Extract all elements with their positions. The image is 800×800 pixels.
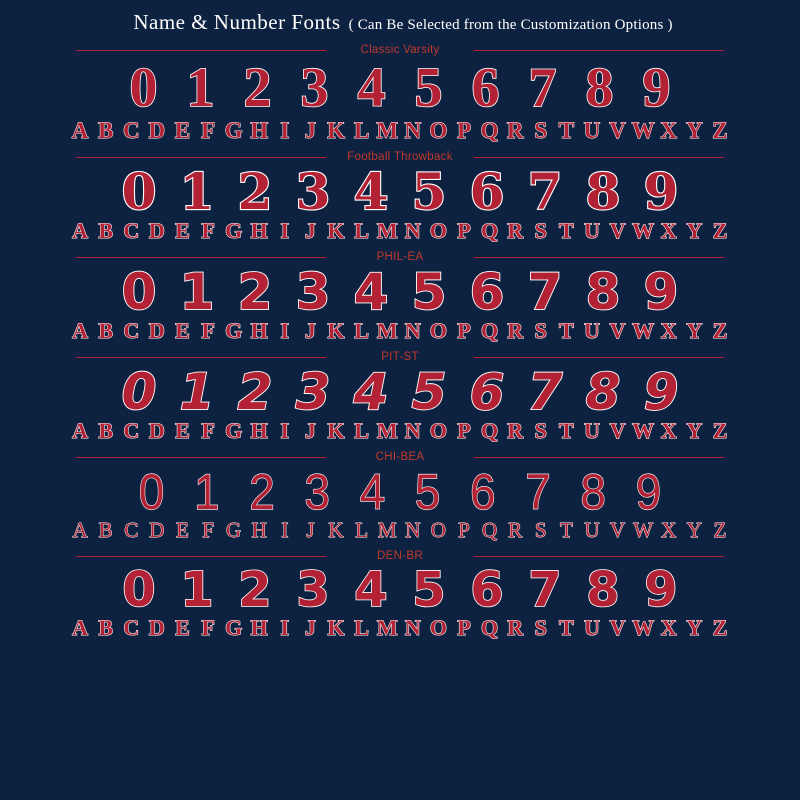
font-block-list xyxy=(0,41,800,639)
glyph-number: 1 xyxy=(194,464,220,520)
glyph-letter: Z xyxy=(712,318,728,343)
glyph-letter: R xyxy=(506,118,524,143)
glyph-letter: K xyxy=(327,218,345,243)
glyph-letter: N xyxy=(405,518,421,542)
glyph-number: 6 xyxy=(469,162,505,221)
glyph-number: 9 xyxy=(643,162,679,221)
glyph-letter: H xyxy=(250,118,269,143)
glyph-letter: T xyxy=(559,218,574,243)
glyph-letter: K xyxy=(327,118,345,143)
glyph-letter: N xyxy=(404,318,421,343)
glyph-number: 5 xyxy=(411,363,447,421)
divider-left xyxy=(76,556,326,557)
glyph-letter: Q xyxy=(481,615,499,640)
glyph-letter: A xyxy=(71,118,89,143)
glyph-number: 4 xyxy=(354,562,388,618)
glyph-letter: J xyxy=(306,518,315,542)
number-sample-row xyxy=(45,464,755,520)
glyph-letter: B xyxy=(98,615,114,640)
glyph-letter: G xyxy=(225,318,243,343)
glyph-number: 5 xyxy=(414,57,443,119)
glyph-letter: D xyxy=(148,218,165,243)
glyph-letter: X xyxy=(660,418,677,443)
glyph-letter: I xyxy=(280,418,290,443)
glyph-letter: A xyxy=(72,218,89,243)
glyph-letter: B xyxy=(98,418,114,443)
glyph-letter: Q xyxy=(481,318,499,343)
glyph-letter: I xyxy=(280,218,290,243)
glyph-letter: N xyxy=(404,418,421,443)
glyph-letter: V xyxy=(609,518,626,542)
glyph-letter: Y xyxy=(686,615,703,640)
glyph-letter: D xyxy=(148,615,165,640)
glyph-letter: X xyxy=(660,118,678,143)
number-sample-row xyxy=(14,562,786,618)
glyph-letter: A xyxy=(72,318,89,343)
glyph-letter: K xyxy=(328,518,344,542)
glyph-letter: B xyxy=(98,318,114,343)
letter-sample-row xyxy=(14,220,786,242)
glyph-letter: U xyxy=(583,118,601,143)
glyph-letter: S xyxy=(534,418,547,443)
glyph-letter: O xyxy=(429,615,447,640)
glyph-number: 3 xyxy=(304,464,330,520)
glyph-number: 2 xyxy=(238,562,272,618)
number-sample-row xyxy=(14,162,786,221)
glyph-letter: S xyxy=(534,118,548,143)
glyph-letter: U xyxy=(584,418,600,443)
glyph-letter: M xyxy=(377,518,397,542)
glyph-letter: M xyxy=(376,118,399,143)
glyph-letter: W xyxy=(633,518,654,542)
glyph-letter: Q xyxy=(481,218,499,243)
glyph-number: 7 xyxy=(527,363,563,421)
glyph-number: 2 xyxy=(243,57,272,119)
glyph-letter: K xyxy=(327,615,345,640)
glyph-number: 9 xyxy=(643,363,679,421)
glyph-letter: S xyxy=(534,615,547,640)
glyph-number: 6 xyxy=(469,363,505,421)
glyph-letter: L xyxy=(354,318,369,343)
glyph-letter: D xyxy=(148,418,165,443)
font-block-football-throwback[interactable] xyxy=(0,148,800,242)
glyph-letter: Z xyxy=(712,418,728,443)
glyph-letter: O xyxy=(429,218,447,243)
glyph-letter: C xyxy=(122,118,140,143)
glyph-letter: F xyxy=(201,615,215,640)
glyph-letter: M xyxy=(376,318,398,343)
glyph-number: 9 xyxy=(635,464,662,520)
glyph-letter: O xyxy=(429,318,447,343)
glyph-letter: Y xyxy=(686,518,702,542)
glyph-letter: A xyxy=(72,418,89,443)
glyph-number: 7 xyxy=(527,263,563,321)
glyph-letter: I xyxy=(280,118,290,143)
glyph-letter: Q xyxy=(481,518,498,542)
divider-right xyxy=(474,257,724,258)
glyph-letter: L xyxy=(353,118,370,143)
glyph-number: 4 xyxy=(353,162,389,221)
glyph-letter: J xyxy=(304,418,316,443)
glyph-letter: F xyxy=(202,518,214,542)
font-block-label-row xyxy=(14,348,786,365)
glyph-letter: T xyxy=(558,118,575,143)
glyph-number: 5 xyxy=(414,464,441,520)
glyph-letter: C xyxy=(123,615,140,640)
divider-left xyxy=(76,50,326,51)
glyph-letter: M xyxy=(376,615,398,640)
glyph-number: 7 xyxy=(528,57,557,119)
number-sample-row xyxy=(14,57,786,119)
glyph-number: 8 xyxy=(585,263,621,321)
glyph-number: 1 xyxy=(186,57,215,119)
glyph-letter: B xyxy=(98,118,114,143)
divider-right xyxy=(474,457,724,458)
glyph-number: 3 xyxy=(295,363,331,421)
glyph-number: 0 xyxy=(121,263,157,321)
glyph-letter: X xyxy=(660,318,677,343)
glyph-letter: A xyxy=(72,518,88,542)
glyph-letter: O xyxy=(429,118,448,143)
glyph-letter: X xyxy=(661,518,677,542)
glyph-number: 7 xyxy=(525,464,551,520)
glyph-letter: S xyxy=(534,218,547,243)
glyph-letter: P xyxy=(457,318,471,343)
divider-right xyxy=(474,157,724,158)
glyph-number: 9 xyxy=(644,562,678,618)
font-block-chi-bea[interactable] xyxy=(0,448,800,541)
font-block-label-row xyxy=(14,448,786,465)
glyph-letter: J xyxy=(304,318,316,343)
glyph-letter: C xyxy=(123,318,140,343)
font-block-label-row xyxy=(14,41,786,58)
glyph-number: 6 xyxy=(470,464,496,520)
glyph-letter: P xyxy=(457,615,471,640)
glyph-letter: C xyxy=(124,518,139,542)
glyph-letter: E xyxy=(174,118,191,143)
glyph-letter: L xyxy=(354,615,369,640)
glyph-letter: X xyxy=(660,615,677,640)
glyph-letter: Y xyxy=(686,118,703,143)
glyph-letter: F xyxy=(201,318,215,343)
glyph-letter: V xyxy=(609,218,626,243)
glyph-letter: R xyxy=(508,518,523,542)
glyph-letter: D xyxy=(149,518,165,542)
glyph-letter: O xyxy=(429,418,447,443)
glyph-letter: G xyxy=(226,518,242,542)
glyph-letter: H xyxy=(250,318,268,343)
glyph-letter: P xyxy=(457,218,471,243)
glyph-number: 6 xyxy=(469,263,505,321)
glyph-letter: M xyxy=(376,418,398,443)
glyph-letter: D xyxy=(148,118,166,143)
glyph-letter: L xyxy=(354,418,369,443)
glyph-number: 2 xyxy=(237,363,273,421)
glyph-number: 2 xyxy=(237,162,273,221)
glyph-number: 1 xyxy=(180,562,214,618)
glyph-letter: E xyxy=(176,518,189,542)
letter-sample-row xyxy=(14,420,786,442)
glyph-number: 6 xyxy=(470,562,504,618)
glyph-letter: I xyxy=(280,615,290,640)
glyph-letter: B xyxy=(98,518,113,542)
glyph-number: 9 xyxy=(642,57,671,119)
glyph-letter: N xyxy=(404,218,421,243)
glyph-number: 5 xyxy=(411,162,447,221)
glyph-letter: Y xyxy=(686,218,703,243)
font-block-den-br[interactable] xyxy=(0,547,800,639)
page-title: Name & Number Fonts xyxy=(133,10,341,34)
glyph-letter: Q xyxy=(480,118,499,143)
glyph-number: 4 xyxy=(359,464,386,520)
divider-right xyxy=(474,357,724,358)
glyph-letter: P xyxy=(457,418,471,443)
divider-left xyxy=(76,257,326,258)
glyph-letter: C xyxy=(123,218,140,243)
glyph-letter: P xyxy=(458,518,470,542)
glyph-letter: O xyxy=(430,518,446,542)
glyph-number: 5 xyxy=(412,562,446,618)
glyph-number: 1 xyxy=(179,162,215,221)
page-subtitle: ( Can Be Selected from the Customization Options ) xyxy=(348,17,673,33)
glyph-letter: G xyxy=(225,218,243,243)
glyph-number: 0 xyxy=(138,464,165,520)
letter-sample-row xyxy=(14,320,786,342)
divider-left xyxy=(76,157,326,158)
glyph-letter: Y xyxy=(686,318,703,343)
number-sample-row xyxy=(14,363,786,421)
glyph-letter: F xyxy=(201,118,216,143)
glyph-letter: W xyxy=(631,118,655,143)
glyph-letter: Z xyxy=(712,615,728,640)
glyph-letter: K xyxy=(327,318,345,343)
glyph-letter: Z xyxy=(712,218,728,243)
glyph-letter: T xyxy=(559,615,574,640)
font-name-label: Classic Varsity xyxy=(350,44,449,56)
glyph-letter: J xyxy=(304,218,316,243)
glyph-letter: H xyxy=(250,418,268,443)
glyph-letter: U xyxy=(584,318,600,343)
font-name-label: CHI-BEA xyxy=(366,451,435,463)
number-sample-row xyxy=(14,263,786,321)
divider-right xyxy=(474,556,724,557)
font-block-classic-varsity[interactable] xyxy=(0,41,800,142)
glyph-letter: J xyxy=(304,118,317,143)
glyph-letter: G xyxy=(225,615,243,640)
glyph-letter: U xyxy=(584,518,600,542)
glyph-number: 4 xyxy=(353,363,389,421)
glyph-letter: E xyxy=(175,218,190,243)
glyph-letter: N xyxy=(404,118,422,143)
glyph-letter: U xyxy=(584,615,600,640)
glyph-number: 8 xyxy=(585,363,621,421)
glyph-number: 0 xyxy=(129,57,158,119)
glyph-number: 7 xyxy=(527,162,563,221)
glyph-number: 0 xyxy=(122,562,156,618)
glyph-number: 4 xyxy=(353,263,389,321)
glyph-number: 3 xyxy=(295,263,331,321)
glyph-letter: E xyxy=(175,418,190,443)
glyph-letter: W xyxy=(632,615,655,640)
glyph-letter: U xyxy=(584,218,600,243)
glyph-letter: W xyxy=(632,418,655,443)
glyph-letter: C xyxy=(123,418,140,443)
glyph-number: 9 xyxy=(643,263,679,321)
glyph-letter: I xyxy=(281,518,289,542)
page-header xyxy=(0,0,800,35)
glyph-number: 0 xyxy=(121,162,157,221)
font-block-label-row xyxy=(14,148,786,165)
divider-left xyxy=(76,357,326,358)
font-block-pit-st[interactable] xyxy=(0,348,800,442)
glyph-number: 3 xyxy=(296,562,330,618)
glyph-letter: H xyxy=(251,518,267,542)
glyph-letter: R xyxy=(507,615,524,640)
glyph-letter: H xyxy=(250,218,268,243)
letter-sample-row xyxy=(14,520,786,541)
glyph-letter: Z xyxy=(713,518,727,542)
glyph-number: 8 xyxy=(585,162,621,221)
glyph-letter: V xyxy=(609,615,626,640)
glyph-number: 1 xyxy=(179,263,215,321)
glyph-letter: R xyxy=(507,418,524,443)
glyph-letter: X xyxy=(660,218,677,243)
glyph-letter: M xyxy=(376,218,398,243)
glyph-letter: L xyxy=(355,518,369,542)
glyph-letter: T xyxy=(559,418,574,443)
divider-left xyxy=(76,457,326,458)
glyph-letter: F xyxy=(201,218,215,243)
glyph-letter: T xyxy=(559,318,574,343)
letter-sample-row xyxy=(14,617,786,639)
glyph-letter: I xyxy=(280,318,290,343)
glyph-letter: J xyxy=(304,615,316,640)
glyph-letter: F xyxy=(201,418,215,443)
glyph-letter: R xyxy=(507,218,524,243)
glyph-letter: H xyxy=(250,615,268,640)
glyph-number: 2 xyxy=(249,464,275,520)
glyph-letter: Q xyxy=(481,418,499,443)
glyph-letter: B xyxy=(98,218,114,243)
glyph-letter: L xyxy=(354,218,369,243)
glyph-letter: K xyxy=(327,418,345,443)
glyph-letter: G xyxy=(225,418,243,443)
glyph-letter: R xyxy=(507,318,524,343)
glyph-letter: P xyxy=(456,118,472,143)
glyph-letter: W xyxy=(632,318,655,343)
glyph-letter: A xyxy=(72,615,89,640)
glyph-number: 6 xyxy=(471,57,500,119)
glyph-letter: E xyxy=(175,615,190,640)
font-block-label-row xyxy=(14,248,786,265)
glyph-number: 8 xyxy=(585,57,614,119)
glyph-number: 1 xyxy=(179,363,215,421)
glyph-letter: T xyxy=(559,518,573,542)
glyph-letter: G xyxy=(224,118,243,143)
glyph-letter: V xyxy=(609,318,626,343)
font-name-label: PIT-ST xyxy=(371,351,429,363)
glyph-letter: S xyxy=(534,518,547,542)
glyph-letter: V xyxy=(609,418,626,443)
glyph-letter: S xyxy=(534,318,547,343)
glyph-letter: W xyxy=(632,218,655,243)
glyph-number: 8 xyxy=(580,464,606,520)
glyph-letter: V xyxy=(609,118,626,143)
glyph-letter: D xyxy=(148,318,165,343)
glyph-number: 8 xyxy=(586,562,620,618)
glyph-number: 4 xyxy=(357,57,386,119)
glyph-number: 3 xyxy=(300,57,329,119)
font-name-label: Football Throwback xyxy=(337,151,463,163)
glyph-number: 0 xyxy=(121,363,157,421)
letter-sample-row xyxy=(14,119,786,142)
divider-right xyxy=(474,50,724,51)
font-name-label: DEN-BR xyxy=(367,550,433,562)
font-name-label: PHIL-EA xyxy=(367,251,434,263)
glyph-letter: E xyxy=(175,318,190,343)
glyph-number: 5 xyxy=(411,263,447,321)
glyph-letter: Z xyxy=(712,118,728,143)
glyph-letter: N xyxy=(404,615,421,640)
glyph-number: 7 xyxy=(528,562,562,618)
font-block-label-row xyxy=(14,547,786,564)
font-block-phil-ea[interactable] xyxy=(0,248,800,342)
glyph-number: 3 xyxy=(295,162,331,221)
glyph-letter: Y xyxy=(686,418,703,443)
glyph-number: 2 xyxy=(237,263,273,321)
